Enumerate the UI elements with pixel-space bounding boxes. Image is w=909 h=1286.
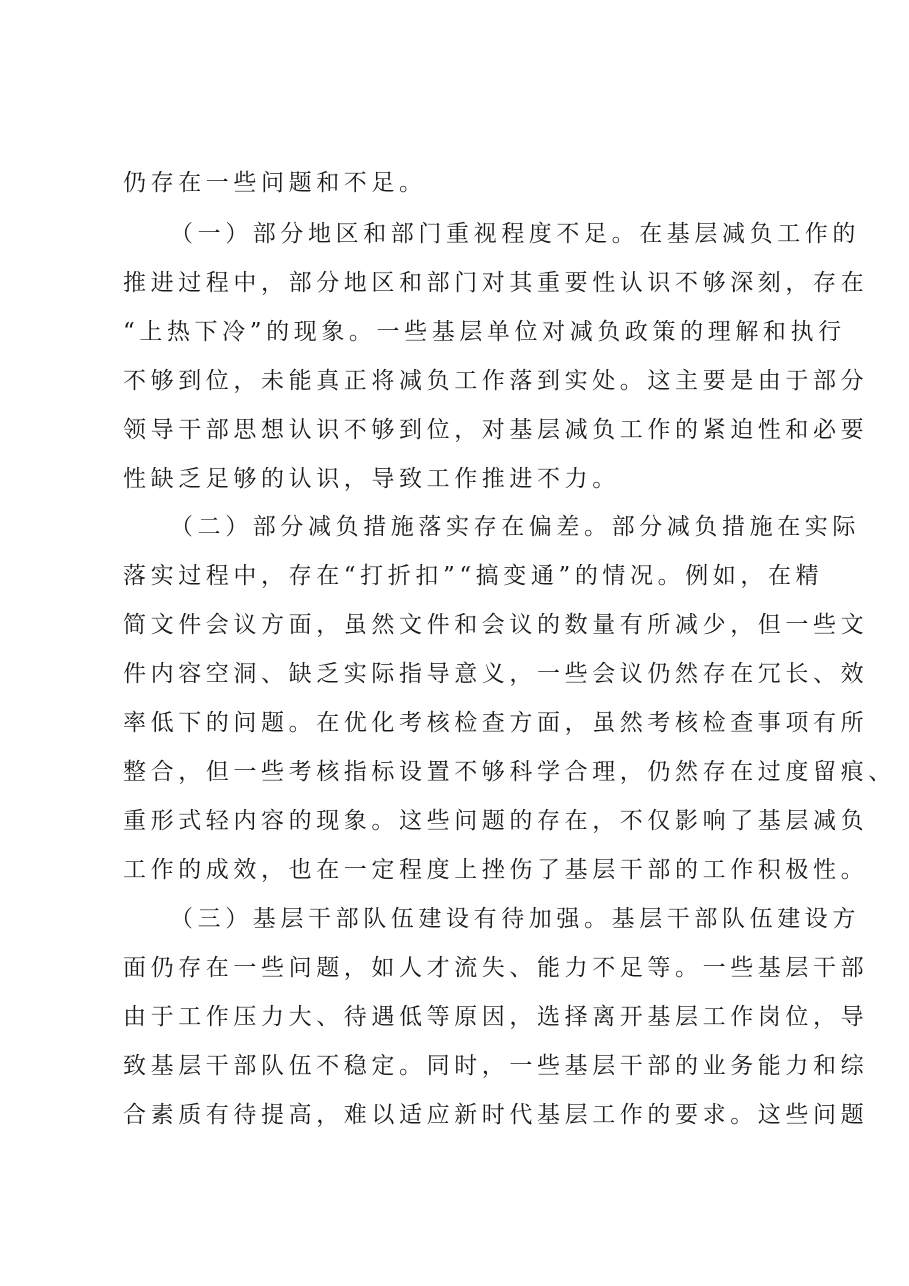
text-line: （二）部分减负措施落实存在偏差。部分减负措施在实际 [170, 514, 860, 540]
text-line: 不够到位，未能真正将减负工作落到实处。这主要是由于部分 [123, 368, 869, 394]
text-line: （三）基层干部队伍建设有待加强。基层干部队伍建设方 [170, 906, 860, 932]
text-line: 性缺乏足够的认识，导致工作推进不力。 [123, 466, 620, 492]
text-line: 致基层干部队伍不稳定。同时，一些基层干部的业务能力和综 [123, 1053, 869, 1079]
text-line: 领导干部思想认识不够到位，对基层减负工作的紧迫性和必要 [123, 417, 869, 443]
text-line: 仍存在一些问题和不足。 [123, 170, 427, 196]
text-line: 工作的成效，也在一定程度上挫伤了基层干部的工作积极性。 [123, 857, 869, 883]
text-line: “上热下冷”的现象。一些基层单位对减负政策的理解和执行 [123, 319, 846, 345]
text-line: 面仍存在一些问题，如人才流失、能力不足等。一些基层干部 [123, 955, 869, 981]
text-line: 简文件会议方面，虽然文件和会议的数量有所减少，但一些文 [123, 612, 869, 638]
text-line: 件内容空洞、缺乏实际指导意义，一些会议仍然存在冗长、效 [123, 661, 869, 687]
text-line: 整合，但一些考核指标设置不够科学合理，仍然存在过度留痕、 [123, 759, 896, 785]
text-line: 率低下的问题。在优化考核检查方面，虽然考核检查事项有所 [123, 710, 869, 736]
text-line: （一）部分地区和部门重视程度不足。在基层减负工作的 [170, 221, 860, 247]
text-line: 落实过程中，存在“打折扣”“搞变通”的情况。例如，在精 [123, 563, 824, 589]
text-line: 推进过程中，部分地区和部门对其重要性认识不够深刻，存在 [123, 270, 869, 296]
text-line: 重形式轻内容的现象。这些问题的存在，不仅影响了基层减负 [123, 808, 869, 834]
text-line: 合素质有待提高，难以适应新时代基层工作的要求。这些问题 [123, 1102, 869, 1128]
text-line: 由于工作压力大、待遇低等原因，选择离开基层工作岗位，导 [123, 1004, 869, 1030]
